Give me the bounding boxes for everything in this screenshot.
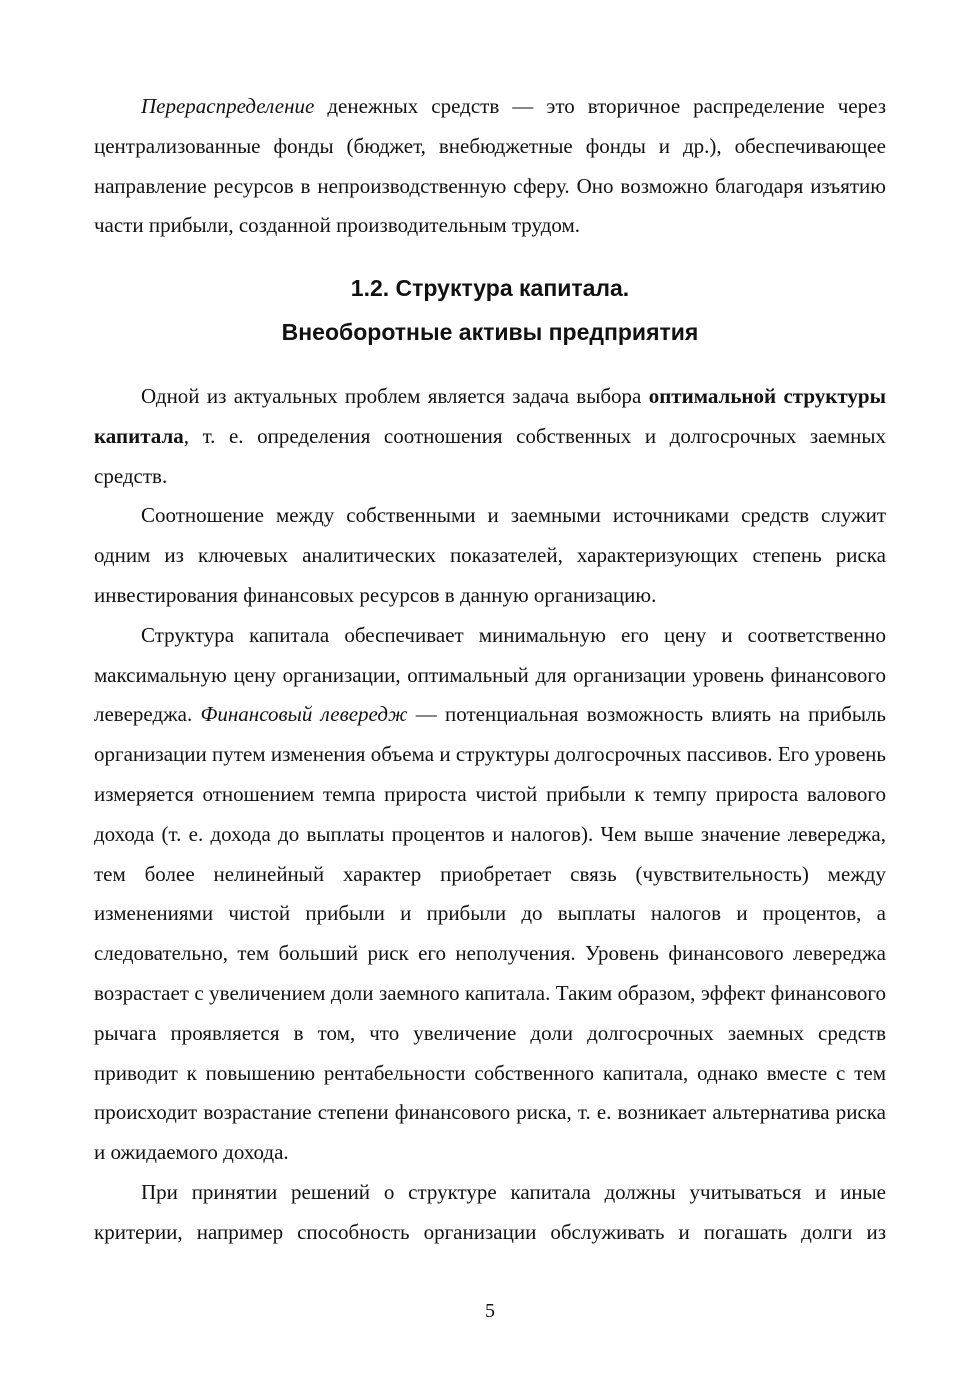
paragraph-text: денежных средств — это вторичное распределение через централизованные фонды (бюджет, внебюджетные фонды и др.), обеспечивающее направление ресурсов в непроизводственную сферу. Оно возможно благодаря изъятию части прибыли, созданной производительным трудом. xyxy=(94,94,886,238)
section-heading xyxy=(94,266,886,354)
paragraph-redistribution xyxy=(94,87,886,246)
paragraph-text: Соотношение между собственными и заемными источниками средств служит одним из ключевых аналитических показателей, характеризующих степень риска инвестирования финансовых ресурсов в данную организацию. xyxy=(94,503,886,607)
term-redistribution: Перераспределение xyxy=(141,94,315,118)
paragraph-text: Структура капитала обеспечивает минимальную его цену и соответственно максимальную цену организации, оптимальный для организации уровень финансового левереджа. xyxy=(94,622,886,727)
section-title: 1.2. Структура капитала. xyxy=(350,275,630,301)
paragraph-optimal-structure xyxy=(94,377,886,496)
paragraph-text: , т. е. определения соотношения собственных и долгосрочных заемных средств. xyxy=(94,423,886,488)
section-subtitle: Внеоборотные активы предприятия xyxy=(281,319,699,345)
term-optimal-structure: оптимальной структуры капитала xyxy=(94,384,886,448)
page-number: 5 xyxy=(485,1300,495,1322)
paragraph-ratio xyxy=(94,496,886,615)
term-financial-leverage: Финансовый левередж xyxy=(200,702,408,727)
paragraph-text: — потенциальная возможность влиять на прибыль организации путем изменения объема и структуры долгосрочных пассивов. Его уровень измеряется отношением темпа прироста чистой прибыли к темпу прироста валового дохода (т. е. дохода до выплаты процентов и налогов). Чем выше значение левереджа, тем более нелинейный характер приобретает связь (чувствительность) между изменениями чистой прибыли и прибыли до выплаты налогов и процентов, а следовательно, тем больший риск его неполучения. Уровень финансового левереджа возрастает с увеличением доли заемного капитала. Таким образом, эффект финансового рычага проявляется в том, что увеличение доли долгосрочных заемных средств приводит к повышению рентабельности собственного капитала, однако вместе с тем происходит возрастание степени финансового риска, т. е. возникает альтернатива риска и ожидаемого дохода. xyxy=(94,702,886,1165)
intro-text-block xyxy=(94,87,886,246)
paragraph-leverage xyxy=(94,616,886,1173)
paragraph-text: При принятии решений о структуре капитала должны учитываться и иные критерии, например способность организации обслуживать и погашать долги из xyxy=(94,1179,886,1244)
main-text-block xyxy=(94,377,886,1253)
paragraph-criteria xyxy=(94,1173,886,1253)
paragraph-text: Одной из актуальных проблем является задача выбора xyxy=(141,384,649,408)
